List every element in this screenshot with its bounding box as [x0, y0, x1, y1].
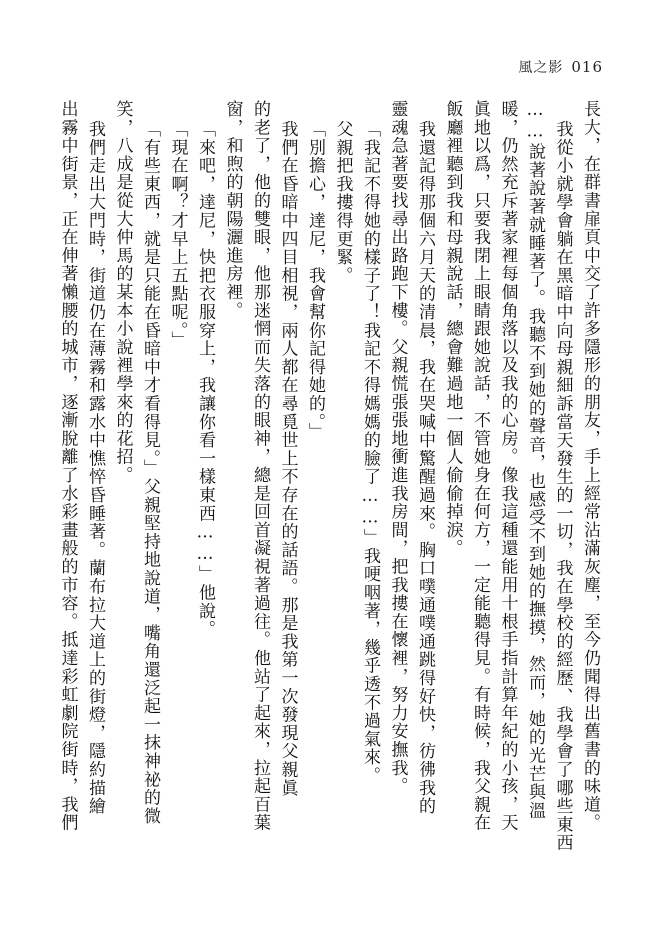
text-line: ……說著說著就睡著了。我聽不到她的聲音，也感受不到她的撫摸，然而，她的光芒與溫: [525, 100, 545, 820]
text-line: 「別擔心，達尼，我會幫你記得她的。」: [305, 120, 325, 441]
text-line: 靈魂急著要找尋出路跑下樓。父親慌張張地衝進我房間，把我摟在懷裡，努力安撫我。: [387, 100, 408, 796]
text-line: 我還記得那個六月天的清晨，我在哭喊中驚醒過來。胸口噗通噗通跳得好快，彷彿我的: [415, 120, 435, 816]
text-line: 眞地以爲，只要我閉上眼睛跟她說話，不管她身在何方，一定能聽得見。有時候，我父親在: [470, 100, 490, 832]
text-line: 長大，在群書扉頁中交了許多隱形的朋友，手上經常沾滿灰塵，至今仍聞得出舊書的味道。: [580, 100, 600, 832]
text-line: 我們在昏暗中四目相視，兩人都在尋覓世上不存在的話語。那是我第一次發現父親眞: [277, 120, 298, 798]
page-number: 016: [571, 58, 603, 76]
text-line: 暖，仍然充斥著家裡每個角落以及我的心房。像我這種還能用十根手指計算年紀的小孩，天: [497, 100, 518, 832]
text-line: 出霧中街景，正在伸著懶腰的城市，逐漸脫離了水彩畫般的市容。抵達彩虹劇院街時，我們: [58, 100, 78, 832]
body-text: [58, 100, 603, 885]
text-line: 父親把我摟得更緊。: [332, 120, 353, 285]
text-line: 飯廳裡聽到我和母親說話，總會難過地一個人偷偷掉淚。: [442, 100, 463, 558]
text-line: 我從小就學會躺在黑暗中向母親細訴當天發生的一切，我在學校的經歷、我學會了哪些東西: [552, 120, 573, 852]
text-line: 笑，八成是從大仲馬的某本小說裡學來的花招。: [112, 100, 133, 485]
text-line: 的老了，他的雙眼，他那迷惘而失落的眼神，總是回首凝視著過往。他站了起來，拉起百葉: [250, 100, 270, 832]
book-title: 風之影: [518, 60, 564, 76]
text-line: 「我記不得她的樣子了！我記不得媽媽的臉了……」我哽咽著，幾乎透不過氣來。: [360, 120, 380, 785]
text-line: 我們走出大門時，街道仍在薄霧和露水中憔悴昏睡著。蘭布拉大道上的街燈，隱約描繪: [85, 120, 105, 816]
text-line: 窗，和煦的朝陽灑進房裡。: [222, 100, 243, 320]
text-line: 「有些東西，就是只能在昏暗中才看得見。」父親堅持地說道，嘴角還泛起一抹神祕的微: [140, 120, 160, 826]
running-header: [518, 57, 603, 77]
text-line: 「現在啊？才早上五點呢。」: [167, 120, 188, 350]
text-line: 「來吧，達尼，快把衣服穿上，我讓你看一樣東西……」他說。: [195, 120, 215, 639]
